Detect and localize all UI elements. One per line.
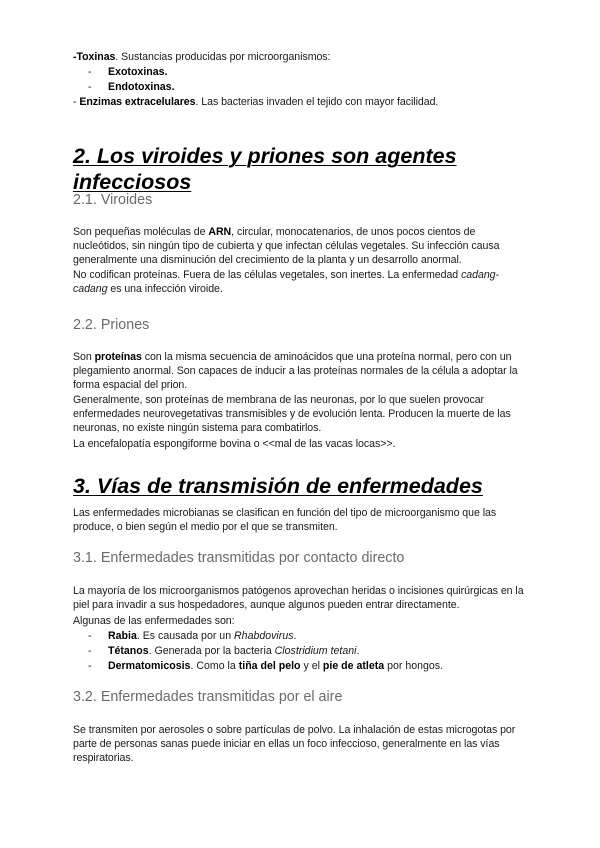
priones-paragraph-2: Generalmente, son proteínas de membrana de las neuronas, por lo que suelen provocar enfermedades neurovegetativas transmisibles y de evolución lenta. Producen la muerte de las neuronas, no existe ningún sistema para combatirlos. — [73, 394, 511, 435]
priones-paragraph-1: Son proteínas con la misma secuencia de aminoácidos que una proteína normal, pero con un plegamiento anormal. Son capaces de inducir a las proteínas normales de la célula a adoptar la forma espacial del prion. — [73, 351, 518, 392]
viroides-paragraph-1: Son pequeñas moléculas de ARN, circular, monocatenarios, de unos pocos cientos de nucleótidos, sin ningún tipo de cubierta y que infectan células vegetales. Su infección causa generalmente una disminución del crecimiento de la planta y un desarrollo anormal. — [73, 226, 500, 267]
section-3-title: 3. Vías de transmisión de enfermedades — [73, 474, 483, 498]
contacto-paragraph-2: Algunas de las enfermedades son: — [73, 615, 235, 627]
aire-paragraph-1: Se transmiten por aerosoles o sobre partículas de polvo. La inhalación de estas microgotas por parte de personas sanas puede iniciar en ellas un foco infeccioso, generalmente en las vías respiratorias. — [73, 724, 516, 765]
list-item: - Rabia. Es causada por un Rhabdovirus. — [88, 630, 297, 642]
list-item: - Endotoxinas. — [88, 81, 175, 93]
viroides-paragraph-2: No codifican proteínas. Fuera de las células vegetales, son inertes. La enfermedad cadang-cadang es una infección viroide. — [73, 269, 499, 296]
priones-paragraph-3: La encefalopatía espongiforme bovina o <<mal de las vacas locas>>. — [73, 438, 396, 450]
toxinas-term: -Toxinas — [73, 51, 116, 63]
section-3-intro: Las enfermedades microbianas se clasifican en función del tipo de microorganismo que las produce, o bien según el medio por el que se transmiten. — [73, 507, 497, 534]
list-item: - Exotoxinas. — [88, 66, 168, 78]
list-item: - Tétanos. Generada por la bacteria Clostridium tetani. — [88, 645, 360, 657]
enzimas-line: - Enzimas extracelulares. Las bacterias invaden el tejido con mayor facilidad. — [73, 96, 439, 108]
priones-heading: 2.2. Priones — [73, 317, 150, 333]
viroides-heading: 2.1. Viroides — [73, 192, 153, 208]
toxinas-line: -Toxinas. Sustancias producidas por microorganismos: — [73, 51, 331, 63]
contacto-paragraph-1: La mayoría de los microorganismos patógenos aprovechan heridas o incisiones quirúrgicas en la piel para invadir a sus hospedadores, aunque algunos pueden entrar directamente. — [73, 585, 524, 612]
list-item: - Dermatomicosis. Como la tiña del pelo y el pie de atleta por hongos. — [88, 660, 444, 672]
contacto-heading: 3.1. Enfermedades transmitidas por contacto directo — [73, 550, 405, 566]
section-2-title: 2. Los viroides y priones son agentes infecciosos — [73, 144, 457, 194]
aire-heading: 3.2. Enfermedades transmitidas por el aire — [73, 689, 343, 705]
